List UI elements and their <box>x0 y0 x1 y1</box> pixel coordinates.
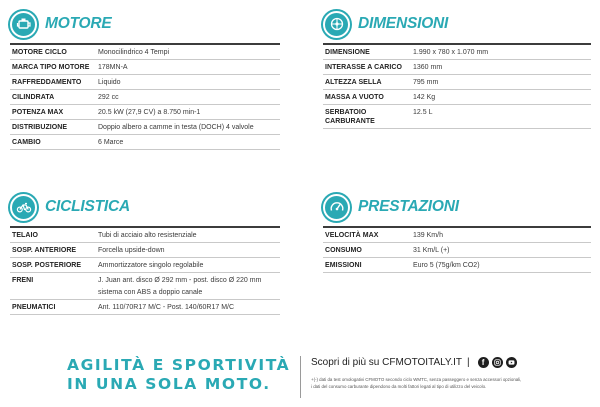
row-value: 12.5 L <box>413 104 591 128</box>
table-row <box>10 242 280 257</box>
row-label: POTENZA MAX <box>10 104 98 119</box>
row-label: CAMBIO <box>10 134 98 149</box>
row-value: 142 Kg <box>413 89 591 104</box>
slogan-line: AGILITÀ E SPORTIVITÀ <box>67 356 291 374</box>
instagram-icon[interactable] <box>492 357 503 368</box>
row-value: Liquido <box>98 74 280 89</box>
row-value: 20.5 kW (27,9 CV) a 8.750 min-1 <box>98 104 280 119</box>
table-row <box>10 89 280 104</box>
row-label: SOSP. POSTERIORE <box>10 257 98 272</box>
table-row <box>10 257 280 272</box>
row-value: 31 Km/L (+) <box>413 242 591 257</box>
row-value: 292 cc <box>98 89 280 104</box>
row-label: SOSP. ANTERIORE <box>10 242 98 257</box>
section-header <box>10 10 280 38</box>
section-header <box>323 193 591 221</box>
row-value: Ant. 110/70R17 M/C - Post. 140/60R17 M/C <box>98 299 280 314</box>
row-label: RAFFREDDAMENTO <box>10 74 98 89</box>
footnote-line: +(-) dati da test omologativi CFMOTO secondo ciclo WMTC, senza passeggero e senza accessori opzionali, <box>311 377 522 382</box>
table-row <box>10 59 280 74</box>
table-row <box>323 89 591 104</box>
row-label: FRENI <box>10 272 98 299</box>
row-label: CONSUMO <box>323 242 413 257</box>
section-motore <box>10 10 280 150</box>
section-title: MOTORE <box>45 15 112 32</box>
row-value: 6 Marce <box>98 134 280 149</box>
row-value: Tubi di acciaio alto resistenziale <box>98 228 280 243</box>
row-value: Doppio albero a camme in testa (DOCH) 4 valvole <box>98 119 280 134</box>
footnote-line: i dati del consumo carburante dipendono da molti fattori legati al tipo di utilizzo del veicolo. <box>311 383 487 389</box>
table-row <box>323 59 591 74</box>
table-row <box>10 104 280 119</box>
row-value: Ammortizzatore singolo regolabile <box>98 257 280 272</box>
table-row <box>10 74 280 89</box>
row-value-line: J. Juan ant. disco Ø 292 mm - post. disco Ø 220 mm <box>98 276 262 284</box>
slogan-line: IN UNA SOLA MOTO. <box>67 375 271 393</box>
footnotes <box>311 377 591 390</box>
section-title: CICLISTICA <box>45 198 130 215</box>
section-title: DIMENSIONI <box>358 15 449 32</box>
table-row <box>323 104 591 128</box>
cta-line <box>311 357 517 368</box>
vertical-divider <box>300 356 301 398</box>
table-row <box>323 45 591 60</box>
row-label: CILINDRATA <box>10 89 98 104</box>
motorcycle-icon <box>10 194 37 221</box>
table-row <box>10 228 280 243</box>
table-row <box>323 242 591 257</box>
row-value: Euro 5 (75g/km CO2) <box>413 257 591 272</box>
section-header <box>323 10 591 38</box>
youtube-icon[interactable] <box>506 357 517 368</box>
row-label: DIMENSIONE <box>323 45 413 60</box>
table-row <box>10 45 280 60</box>
row-value: 139 Km/h <box>413 228 591 243</box>
table-row <box>323 74 591 89</box>
section-prestazioni <box>323 193 591 273</box>
row-value: 1.990 x 780 x 1.070 mm <box>413 45 591 60</box>
row-label: VELOCITÀ MAX <box>323 228 413 243</box>
slogan <box>67 356 297 394</box>
speedometer-icon <box>323 194 350 221</box>
spec-table <box>10 228 280 315</box>
row-value: 1360 mm <box>413 59 591 74</box>
spec-table <box>323 45 591 129</box>
section-header <box>10 193 280 221</box>
row-value: 795 mm <box>413 74 591 89</box>
row-label: ALTEZZA SELLA <box>323 74 413 89</box>
table-row <box>10 272 280 299</box>
spec-table <box>10 45 280 150</box>
row-value: 178MN-A <box>98 59 280 74</box>
row-value-line: sistema con ABS a doppio canale <box>98 288 203 296</box>
section-ciclistica <box>10 193 280 315</box>
row-value: Monocilindrico 4 Tempi <box>98 45 280 60</box>
table-row <box>10 134 280 149</box>
website-link[interactable]: CFMOTOITALY.IT <box>382 357 462 368</box>
table-row <box>10 299 280 314</box>
row-label: DISTRIBUZIONE <box>10 119 98 134</box>
spec-table <box>323 228 591 273</box>
row-label: MARCA TIPO MOTORE <box>10 59 98 74</box>
row-label: MOTORE CICLO <box>10 45 98 60</box>
row-value <box>98 272 280 299</box>
cta-prefix: Scopri di più su <box>311 357 380 368</box>
cta-separator: | <box>466 357 470 368</box>
table-row <box>10 119 280 134</box>
section-title: PRESTAZIONI <box>358 198 459 215</box>
facebook-icon[interactable]: f <box>478 357 489 368</box>
table-row <box>323 257 591 272</box>
section-dimensioni <box>323 10 591 129</box>
row-label: PNEUMATICI <box>10 299 98 314</box>
table-row <box>323 228 591 243</box>
row-label: EMISSIONI <box>323 257 413 272</box>
row-label: MASSA A VUOTO <box>323 89 413 104</box>
row-label: SERBATOIO CARBURANTE <box>323 104 413 128</box>
row-label: TELAIO <box>10 228 98 243</box>
row-label: INTERASSE A CARICO <box>323 59 413 74</box>
engine-icon <box>10 11 37 38</box>
row-value: Forcella upside-down <box>98 242 280 257</box>
dimensions-icon <box>323 11 350 38</box>
